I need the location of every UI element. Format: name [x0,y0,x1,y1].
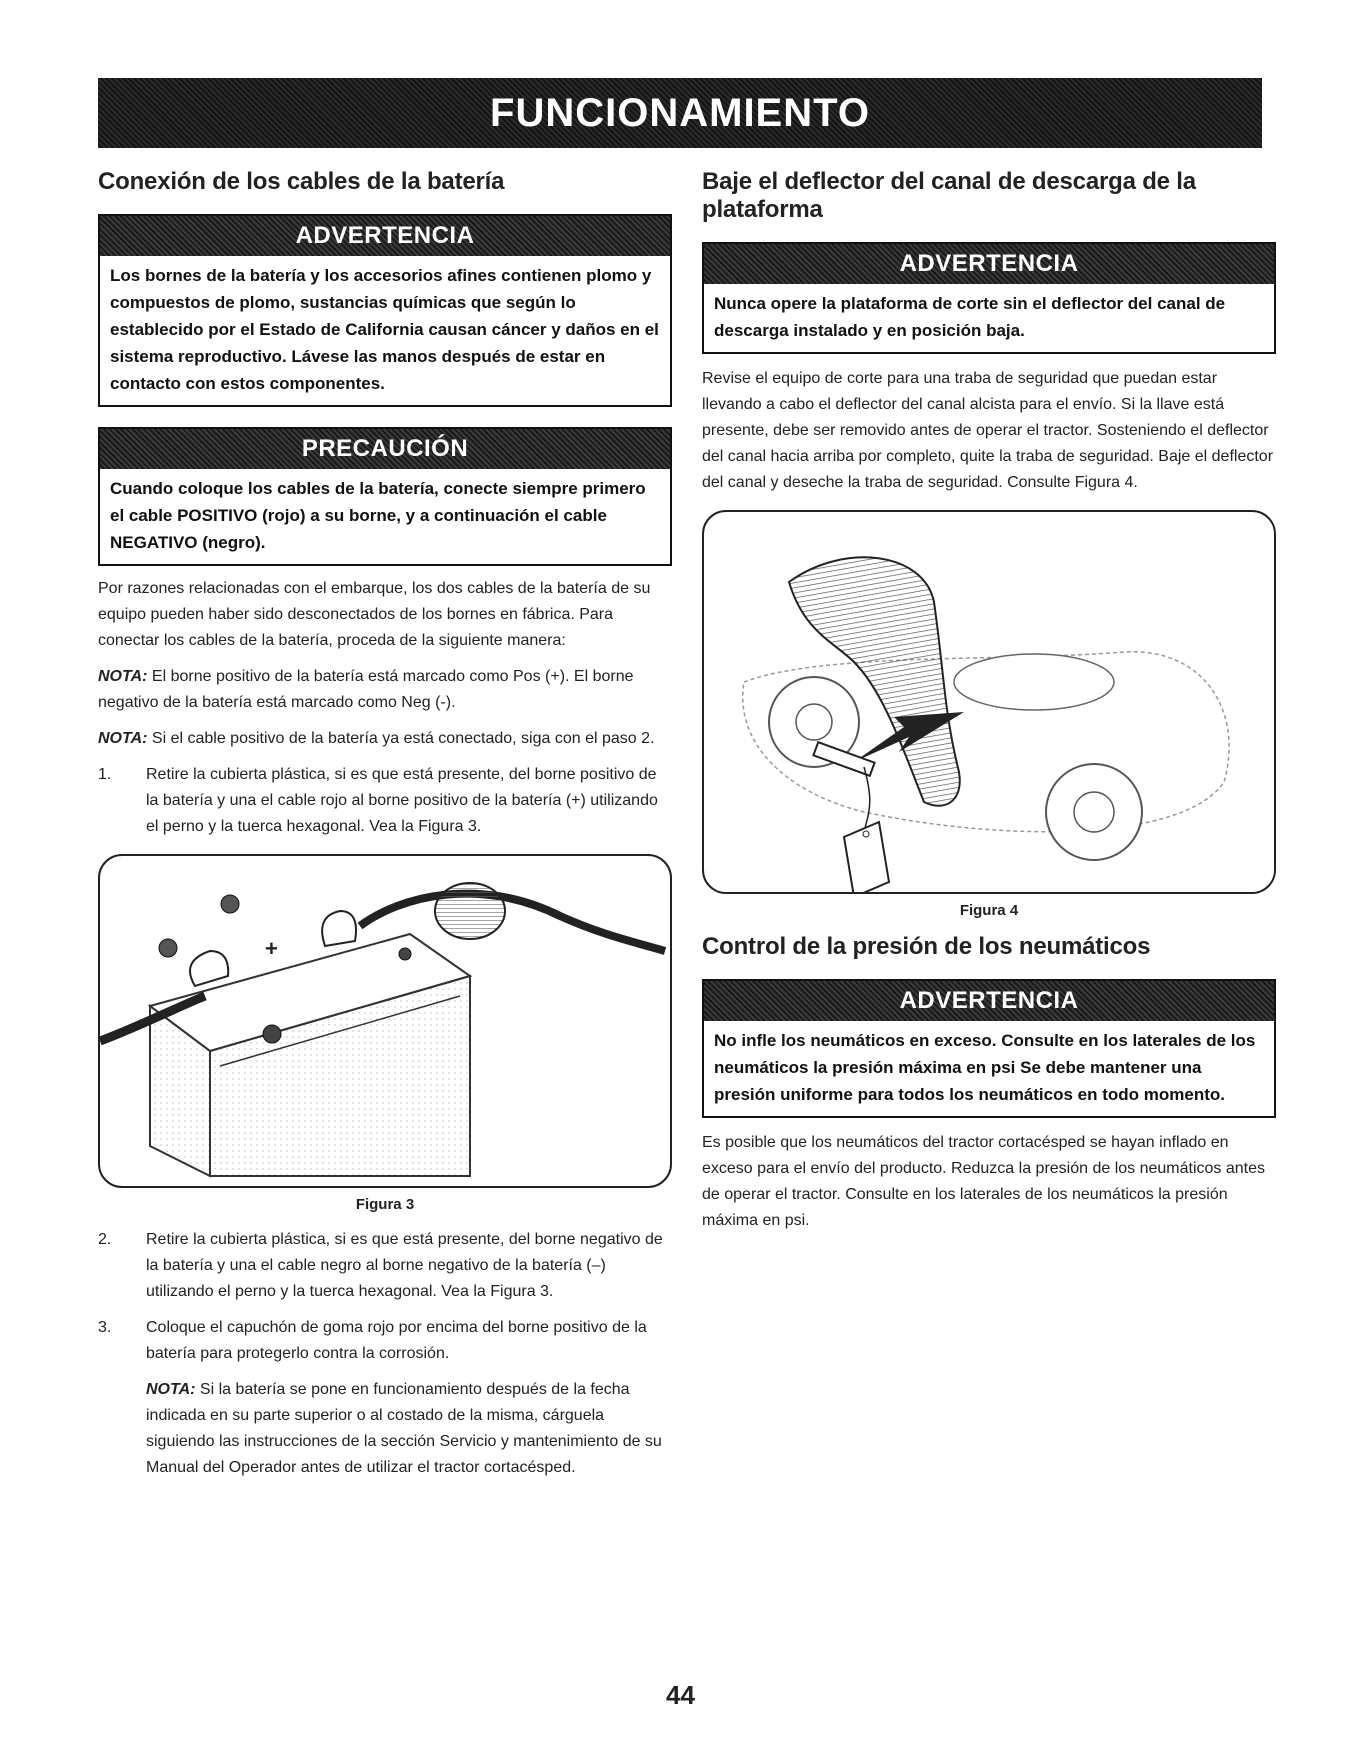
note-text: Si la batería se pone en funcionamiento después de la fecha indicada en su parte superior o al costado de la misma, cárguela siguiendo las instrucciones de la sección Servicio y mantenimiento de su Manual del Operador antes de utilizar el tractor cortacésped. [146,1381,662,1476]
section-banner [98,78,1262,148]
step-text: Retire la cubierta plástica, si es que está presente, del borne positivo de la batería y una el cable rojo al borne positivo de la batería (+) utilizando el perno y la tuerca hexagonal. Vea la Figura 3. [146,766,658,835]
figure-caption: Figura 4 [959,902,1019,919]
note-paragraph [98,664,672,716]
warning-text: Nunca opere la plataforma de corte sin el deflector del canal de descarga instalado y en posición baja. [714,294,1226,340]
warning-title: ADVERTENCIA [704,244,1274,284]
left-column [98,168,672,1491]
note-paragraph [98,726,672,752]
deflector-illustration [704,512,1274,892]
figure-3-battery-illustration [98,854,672,1188]
section-title: FUNCIONAMIENTO [490,90,870,135]
bolt [263,1025,281,1043]
list-item [98,1227,672,1305]
hex-nut [221,895,239,913]
note-text: Si el cable positivo de la batería ya está conectado, siga con el paso 2. [147,730,655,747]
tire-warning-box [702,979,1276,1118]
bolt [399,948,411,960]
note-label: NOTA: [98,668,148,685]
warning-title: ADVERTENCIA [704,981,1274,1021]
step-number: 2. [98,1231,112,1248]
page-number: 44 [666,1680,695,1710]
intro-paragraph: Por razones relacionadas con el embarque, los dos cables de la batería de su equipo pueden haber sido desconectados de los bornes en fábrica. Para conectar los cables de la batería, proceda de la siguiente manera: [98,580,651,649]
deflector-heading: Baje el deflector del canal de descarga de la plataforma [702,168,1196,223]
hex-nut [159,939,177,957]
deflector-warning-box [702,242,1276,354]
steps-list-part1 [98,762,672,840]
negative-terminal [190,951,228,986]
warning-title: ADVERTENCIA [100,216,670,256]
list-item [98,762,672,840]
note-label: NOTA: [146,1381,196,1398]
list-item [98,1377,672,1481]
note-text: El borne positivo de la batería está marcado como Pos (+). El borne negativo de la batería está marcado como Neg (-). [98,668,634,711]
right-column [702,168,1276,1244]
battery-caution-box [98,427,672,566]
rubber-boot [435,883,505,939]
positive-terminal [322,911,356,946]
warning-text: Los bornes de la batería y los accesorios afines contienen plomo y compuestos de plomo, sustancias químicas que según lo establecido por el Estado de California causan cáncer y daños en el sistema reproductivo. Lávese las manos después de estar en contacto con estos componentes. [110,266,659,393]
caution-title: PRECAUCIÓN [100,429,670,469]
step-number: 3. [98,1319,112,1336]
list-item [98,1315,672,1367]
deflector-paragraph: Revise el equipo de corte para una traba de seguridad que puedan estar llevando a cabo el deflector del canal alcista para el envío. Si la llave está presente, debe ser removido antes de operar el tractor. Sosteniendo el deflector del canal hacia arriba por completo, quite la traba de seguridad. Baje el deflector del canal y deseche la traba de seguridad. Consulte Figura 4. [702,370,1274,491]
steps-list-part2 [98,1227,672,1481]
step-number: 1. [98,766,112,783]
tire-paragraph: Es posible que los neumáticos del tractor cortacésped se hayan inflado en exceso para el envío del producto. Reduzca la presión de los neumáticos antes de operar el tractor. Consulte en los laterales de los neumáticos la presión máxima en psi. [702,1134,1266,1229]
step-text: Retire la cubierta plástica, si es que está presente, del borne negativo de la batería y una el cable negro al borne negativo de la batería (–) utilizando el perno y la tuerca hexagonal. Vea la Figura 3. [146,1231,663,1300]
note-label: NOTA: [98,730,148,747]
battery-warning-box [98,214,672,407]
battery-illustration [100,856,670,1186]
step-text: Coloque el capuchón de goma rojo por encima del borne positivo de la batería para protegerlo contra la corrosión. [146,1319,647,1362]
figure-4-deflector-illustration [702,510,1276,894]
deck-dome [954,654,1114,710]
figure-caption: Figura 3 [355,1196,415,1213]
svg-text:+: + [265,936,278,961]
warning-text: No infle los neumáticos en exceso. Consulte en los laterales de los neumáticos la presión máxima en psi Se debe mantener una presión uniforme para todos los neumáticos en todo momento. [714,1031,1256,1104]
battery-heading: Conexión de los cables de la batería [98,168,505,195]
tire-pressure-heading: Control de la presión de los neumáticos [702,933,1151,960]
caution-text: Cuando coloque los cables de la batería, conecte siempre primero el cable POSITIVO (rojo) a su borne, y a continuación el cable NEGATIVO (negro). [110,479,646,552]
